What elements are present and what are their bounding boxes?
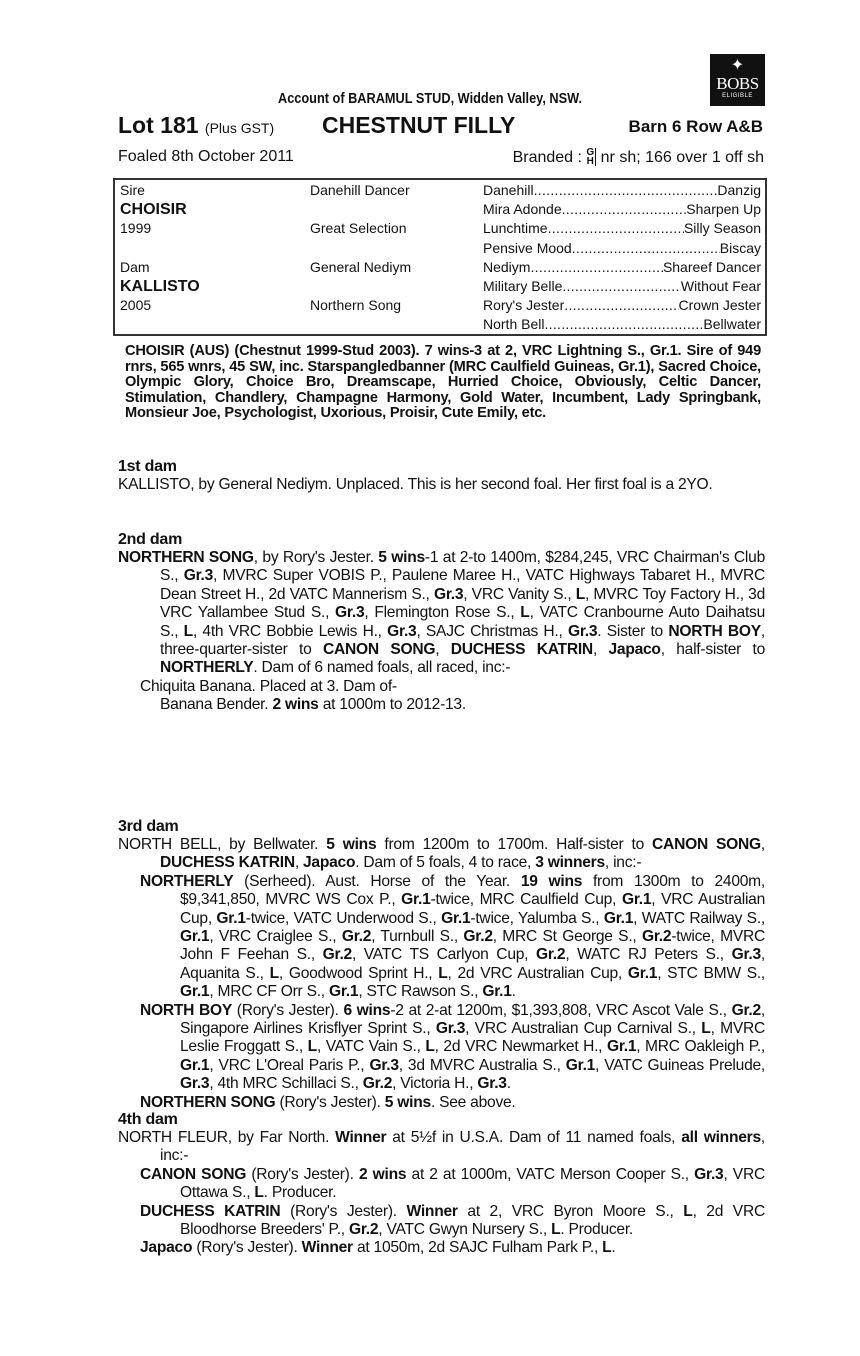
text: , 2d VRC Bloodhorse Breeders' P., — [180, 1202, 765, 1239]
text: , Victoria H., — [392, 1075, 478, 1093]
bold-text: Winner — [406, 1202, 458, 1220]
pedigree-entry — [118, 696, 765, 714]
bold-text: Gr.1 — [627, 964, 658, 982]
text: , half-sister to — [660, 641, 766, 659]
dam-section — [118, 458, 765, 494]
grandparent-name: North Bell — [483, 316, 545, 333]
text: , VATC Vain S., — [316, 1038, 426, 1056]
dot-leader — [544, 315, 703, 334]
bold-text: NORTH BOY — [140, 1001, 232, 1019]
bold-text: L — [269, 964, 279, 982]
foaled-date: Foaled 8th October 2011 — [118, 148, 294, 165]
pedigree-col1: 1999 — [120, 220, 152, 237]
bold-text: CANON SONG — [652, 836, 761, 853]
bold-text: NORTHERLY — [140, 872, 234, 890]
bold-text: L — [438, 964, 448, 982]
bold-text: Winner — [335, 1129, 387, 1146]
brand-info — [513, 148, 764, 167]
bold-text: NORTHERLY — [160, 659, 254, 677]
dam-section — [118, 818, 765, 1112]
bold-text: NORTHERN SONG — [140, 1093, 276, 1111]
text: , MRC CF Orr S., — [209, 983, 329, 1001]
text: -twice, MRC Caulfield Cup, — [430, 891, 622, 909]
text: , MVRC Toy Factory H., 3d VRC Yallambee Stud S., — [160, 585, 766, 622]
bold-text: Japaco — [608, 641, 661, 659]
pedigree-entry — [118, 549, 765, 678]
text: , inc:- — [604, 854, 642, 872]
dot-leader — [562, 200, 687, 219]
pedigree-entry — [118, 1129, 765, 1166]
grandparent-name: Lunchtime — [483, 220, 548, 237]
bold-text: Gr.2 — [341, 928, 372, 946]
bold-text: L — [183, 622, 193, 640]
pedigree-entry — [118, 476, 765, 494]
bold-text: Gr.1 — [603, 909, 634, 927]
great-grandsire-name: Crown Jester — [678, 297, 761, 314]
bold-text: Gr.2 — [535, 946, 566, 964]
colour-sex: CHESTNUT FILLY — [322, 112, 516, 138]
bold-text: CANON SONG — [140, 1165, 247, 1183]
pedigree-col1: 2005 — [120, 297, 152, 314]
logo-text: BOBS — [716, 74, 759, 93]
great-grandsire-name: Shareef Dancer — [662, 258, 761, 275]
brand-top: G — [586, 147, 595, 158]
text: . Dam of 5 foals, 4 to race, — [355, 854, 536, 872]
text: Banana Bender. — [160, 696, 273, 714]
bold-text: Japaco — [303, 854, 356, 872]
text: . Sister to — [597, 622, 669, 640]
text: -1 at 2-to 1400m, $284,245, VRC Chairman's Club S., — [160, 549, 765, 585]
bold-text: L — [701, 1020, 711, 1038]
text: , 2d VRC Australian Cup, — [447, 964, 628, 982]
grandparent-name: Rory's Jester — [483, 297, 565, 314]
grandparent-name: Danehill — [483, 182, 534, 198]
text: , VATC Guineas Prelude, — [595, 1056, 765, 1074]
text: . — [506, 1075, 511, 1093]
grandparent-name: Nediym — [483, 258, 531, 275]
bold-text: L — [425, 1038, 435, 1056]
bold-text: Gr.1 — [482, 983, 512, 1001]
grandparent-name: Military Belle — [483, 278, 563, 294]
text: , MVRC Super VOBIS P., Paulene Maree H., VATC Highways Tabaret H., MVRC Dean Street H., 2d VATC Mannerism S., — [160, 567, 765, 603]
pedigree-grandparent-row — [483, 315, 761, 334]
text: -twice, MVRC John F Feehan S., — [180, 928, 765, 964]
text: (Rory's Jester). — [275, 1093, 385, 1111]
text: at 1000m to 2012-13. — [318, 696, 466, 714]
horse-bird-icon: ✦ — [730, 57, 745, 74]
dam-section — [118, 531, 765, 715]
bold-text: Gr.2 — [322, 946, 352, 964]
text: , MRC St George S., — [492, 928, 642, 946]
bold-text: all winners — [681, 1129, 761, 1146]
bold-text: Gr.3 — [731, 946, 761, 964]
text: -2 at 2-at 1200m, $1,393,808, VRC Ascot Vale S., — [390, 1001, 732, 1019]
pedigree-table — [113, 178, 767, 336]
bold-text: 19 wins — [520, 872, 583, 890]
lot-number — [118, 112, 274, 139]
bold-text: Gr.1 — [565, 1056, 596, 1074]
dot-leader — [530, 258, 662, 277]
pedigree-parent: Danehill Dancer — [310, 182, 410, 198]
text: , VATC Cranbourne Auto Daihatsu S., — [160, 604, 765, 640]
section-heading: 3rd dam — [118, 818, 179, 835]
text: . Producer. — [560, 1221, 634, 1239]
bold-text: 6 wins — [343, 1001, 391, 1019]
bold-text: Gr.1 — [606, 1038, 637, 1056]
vendor-account: Account of BARAMUL STUD, Widden Valley, NSW. — [277, 90, 583, 107]
bold-text: 5 wins — [378, 549, 425, 566]
dot-leader — [564, 296, 678, 315]
text: . — [611, 1239, 616, 1257]
bold-text: Gr.3 — [435, 1020, 466, 1038]
bold-text: L — [520, 604, 530, 622]
pedigree-parent: General Nediym — [310, 258, 412, 275]
text: NORTH BELL, by Bellwater. — [118, 836, 327, 853]
text: , WATC Railway S., — [633, 909, 765, 927]
pedigree-entry — [118, 678, 765, 696]
text: , 3d MVRC Australia S., — [398, 1056, 566, 1074]
text: (Rory's Jester). — [192, 1239, 302, 1257]
text: , — [760, 836, 765, 853]
bold-text: Gr.1 — [216, 909, 246, 927]
text: , Aquanita S., — [180, 946, 765, 982]
text: (Serheed). Aust. Horse of the Year. — [233, 872, 521, 890]
pedigree-grandparent-row — [483, 181, 761, 200]
bold-text: Winner — [301, 1239, 353, 1257]
bold-text: Gr.2 — [348, 1221, 379, 1239]
pedigree-parent: Northern Song — [310, 297, 402, 314]
pedigree-entry — [118, 1203, 765, 1240]
text: , three-quarter-sister to — [160, 622, 765, 659]
text: , VRC Craiglee S., — [209, 928, 342, 946]
pedigree-grandparent-row — [483, 258, 761, 277]
bold-text: Gr.2 — [731, 1001, 761, 1019]
bold-text: 2 wins — [358, 1165, 407, 1183]
text: at 2 at 1000m, VATC Merson Cooper S., — [406, 1165, 695, 1183]
pedigree-col1: Dam — [120, 258, 150, 275]
text: Chiquita Banana. Placed at 3. Dam of- — [140, 677, 397, 695]
dam-section — [118, 1111, 765, 1258]
bold-text: Gr.2 — [362, 1075, 393, 1093]
bold-text: L — [254, 1184, 264, 1202]
section-heading: 1st dam — [118, 458, 177, 475]
bold-text: Gr.3 — [369, 1056, 399, 1074]
bold-text: DUCHESS KATRIN — [160, 854, 295, 872]
bold-text: L — [307, 1038, 317, 1056]
bold-text: Gr.3 — [180, 1075, 210, 1093]
bold-text: Gr.3 — [183, 567, 214, 585]
bold-text: NORTHERN SONG — [118, 549, 254, 566]
text: . Dam of 6 named foals, all raced, inc:- — [253, 659, 511, 677]
logo-subtext: ELIGIBLE — [722, 93, 753, 99]
text: , STC Rawson S., — [358, 983, 483, 1001]
text: NORTH FLEUR, by Far North. — [118, 1129, 336, 1146]
brand-bottom: H — [586, 156, 594, 167]
bold-text: Gr.3 — [335, 604, 365, 622]
text: KALLISTO, by General Nediym. Unplaced. This is her second foal. Her first foal is a 2YO. — [118, 476, 713, 493]
text: from 1200m to 1700m. Half-sister to — [376, 836, 653, 853]
text: , Singapore Airlines Krisflyer Sprint S., — [180, 1001, 765, 1038]
bold-text: Gr.1 — [401, 891, 431, 909]
sire-summary: CHOISIR (AUS) (Chestnut 1999-Stud 2003). 7 wins-3 at 2, VRC Lightning S., Gr.1. Sire of 949 rnrs, 565 wnrs, 45 SW, inc. Starspangledbanner (MRC Caulfield Guineas, Gr.1), Sacred Choice, Olympic Glory, Choice Bro, Dreamscape, Hurried Choice, Obviously, Celtic Dancer, Stimulation, Chandlery, Champagne Harmony, Gold Water, Incumbent, Lady Springbank, Monsieur Joe, Psychologist, Uxorious, Proisir, Cute Emily, etc. — [125, 343, 761, 422]
pedigree-parent: Great Selection — [310, 220, 407, 237]
text: , 2d VRC Newmarket H., — [434, 1038, 607, 1056]
text: , MVRC Leslie Froggatt S., — [180, 1020, 765, 1056]
pedigree-grandparent-row — [483, 219, 761, 238]
text: , Flemington Rose S., — [364, 604, 521, 622]
pedigree-grandparent-row — [483, 296, 761, 315]
bold-text: 5 wins — [326, 836, 377, 853]
lot-label: Lot 181 — [118, 112, 199, 138]
great-grandsire-name: Danzig — [717, 182, 761, 198]
pedigree-col1: KALLISTO — [120, 278, 200, 295]
great-grandsire-name: Sharpen Up — [686, 201, 761, 218]
bold-text: CANON SONG — [322, 641, 436, 659]
pedigree-grandparent-row — [483, 277, 761, 296]
bold-text: Gr.1 — [180, 983, 210, 1001]
gst-note: (Plus GST) — [204, 120, 275, 136]
text: , — [435, 641, 451, 659]
text: , — [294, 854, 303, 872]
pedigree-grandparent-row — [483, 239, 761, 258]
bold-text: Gr.1 — [180, 1056, 210, 1074]
text: (Rory's Jester). — [232, 1001, 344, 1019]
dot-leader — [562, 277, 681, 296]
text: . See above. — [430, 1093, 516, 1111]
bold-text: L — [575, 585, 586, 603]
bold-text: 5 wins — [384, 1093, 431, 1111]
text: -twice, VATC Underwood S., — [245, 909, 442, 927]
pedigree-grandparent-row — [483, 200, 761, 219]
pedigree-col1: Sire — [120, 182, 145, 198]
bold-text: DUCHESS KATRIN — [140, 1202, 281, 1220]
text: , STC BMW S., — [657, 964, 766, 982]
bold-text: Gr.3 — [477, 1075, 507, 1093]
brand-mark — [586, 148, 596, 166]
grandparent-name: Pensive Mood — [483, 239, 572, 256]
text: , 4th MRC Schillaci S., — [209, 1075, 363, 1093]
bold-text: 3 winners — [535, 854, 605, 872]
bold-text: NORTH BOY — [668, 622, 761, 640]
text: at 1050m, 2d SAJC Fulham Park P., — [352, 1239, 603, 1257]
pedigree-entry — [118, 873, 765, 1002]
great-grandsire-name: Biscay — [719, 239, 761, 256]
bold-text: Gr.1 — [441, 909, 471, 927]
text: . — [511, 983, 516, 1001]
text: , inc:- — [160, 1129, 765, 1165]
bold-text: 2 wins — [272, 696, 319, 714]
text: , VATC TS Carlyon Cup, — [351, 946, 536, 964]
great-grandsire-name: Bellwater — [703, 316, 761, 333]
text: , VRC Ottawa S., — [180, 1165, 765, 1202]
great-grandsire-name: Without Fear — [680, 278, 761, 294]
bold-text: Gr.1 — [621, 891, 652, 909]
grandparent-name: Mira Adonde — [483, 201, 562, 218]
text: (Rory's Jester). — [246, 1165, 359, 1183]
bold-text: Gr.2 — [463, 928, 493, 946]
text: , MRC Oakleigh P., — [636, 1038, 766, 1056]
section-heading: 4th dam — [118, 1111, 178, 1128]
bold-text: Gr.2 — [641, 928, 672, 946]
pedigree-entry — [118, 1239, 765, 1257]
text: (Rory's Jester). — [280, 1202, 407, 1220]
text: at 5½f in U.S.A. Dam of 11 named foals, — [386, 1129, 682, 1146]
bold-text: L — [602, 1239, 612, 1257]
bold-text: L — [683, 1202, 693, 1220]
text: at 2, VRC Byron Moore S., — [457, 1202, 684, 1220]
bold-text: Gr.3 — [567, 622, 598, 640]
great-grandsire-name: Silly Season — [683, 220, 761, 237]
pedigree-entry — [118, 1094, 765, 1112]
pedigree-entry — [118, 836, 765, 873]
text: , Goodwood Sprint H., — [278, 964, 439, 982]
section-heading: 2nd dam — [118, 531, 183, 548]
bold-text: L — [551, 1221, 561, 1239]
text: , VRC Australian Cup, — [180, 891, 766, 927]
text: -twice, Yalumba S., — [470, 909, 604, 927]
text: , SAJC Christmas H., — [416, 622, 568, 640]
bold-text: Gr.1 — [328, 983, 359, 1001]
bold-text: Japaco — [140, 1239, 193, 1257]
text: , VATC Gwyn Nursery S., — [378, 1221, 552, 1239]
pedigree-col1: CHOISIR — [120, 201, 187, 219]
dot-leader — [572, 239, 720, 258]
pedigree-entry — [118, 1166, 765, 1203]
text: , VRC L'Oreal Paris P., — [209, 1056, 370, 1074]
bold-text: DUCHESS KATRIN — [450, 641, 593, 659]
text: , 4th VRC Bobbie Lewis H., — [192, 622, 388, 640]
brand-rest: nr sh; 166 over 1 off sh — [600, 149, 764, 166]
text: , WATC RJ Peters S., — [565, 946, 732, 964]
bold-text: Gr.3 — [387, 622, 417, 640]
text: , — [592, 641, 609, 659]
dot-leader — [534, 181, 718, 200]
pedigree-entry — [118, 1002, 765, 1094]
text: , VRC Australian Cup Carnival S., — [465, 1020, 702, 1038]
bold-text: Gr.1 — [180, 928, 210, 946]
text: from 1300m to 2400m, $9,341,850, MVRC WS Cox P., — [180, 872, 765, 909]
bold-text: Gr.3 — [694, 1165, 724, 1183]
dot-leader — [548, 219, 684, 238]
text: , by Rory's Jester. — [253, 549, 379, 566]
text: . Producer. — [263, 1184, 337, 1202]
text: , Turnbull S., — [371, 928, 464, 946]
branded-label: Branded : — [512, 149, 582, 166]
bold-text: Gr.3 — [433, 585, 464, 603]
text: , VRC Vanity S., — [463, 585, 576, 603]
barn-location: Barn 6 Row A&B — [628, 117, 763, 136]
